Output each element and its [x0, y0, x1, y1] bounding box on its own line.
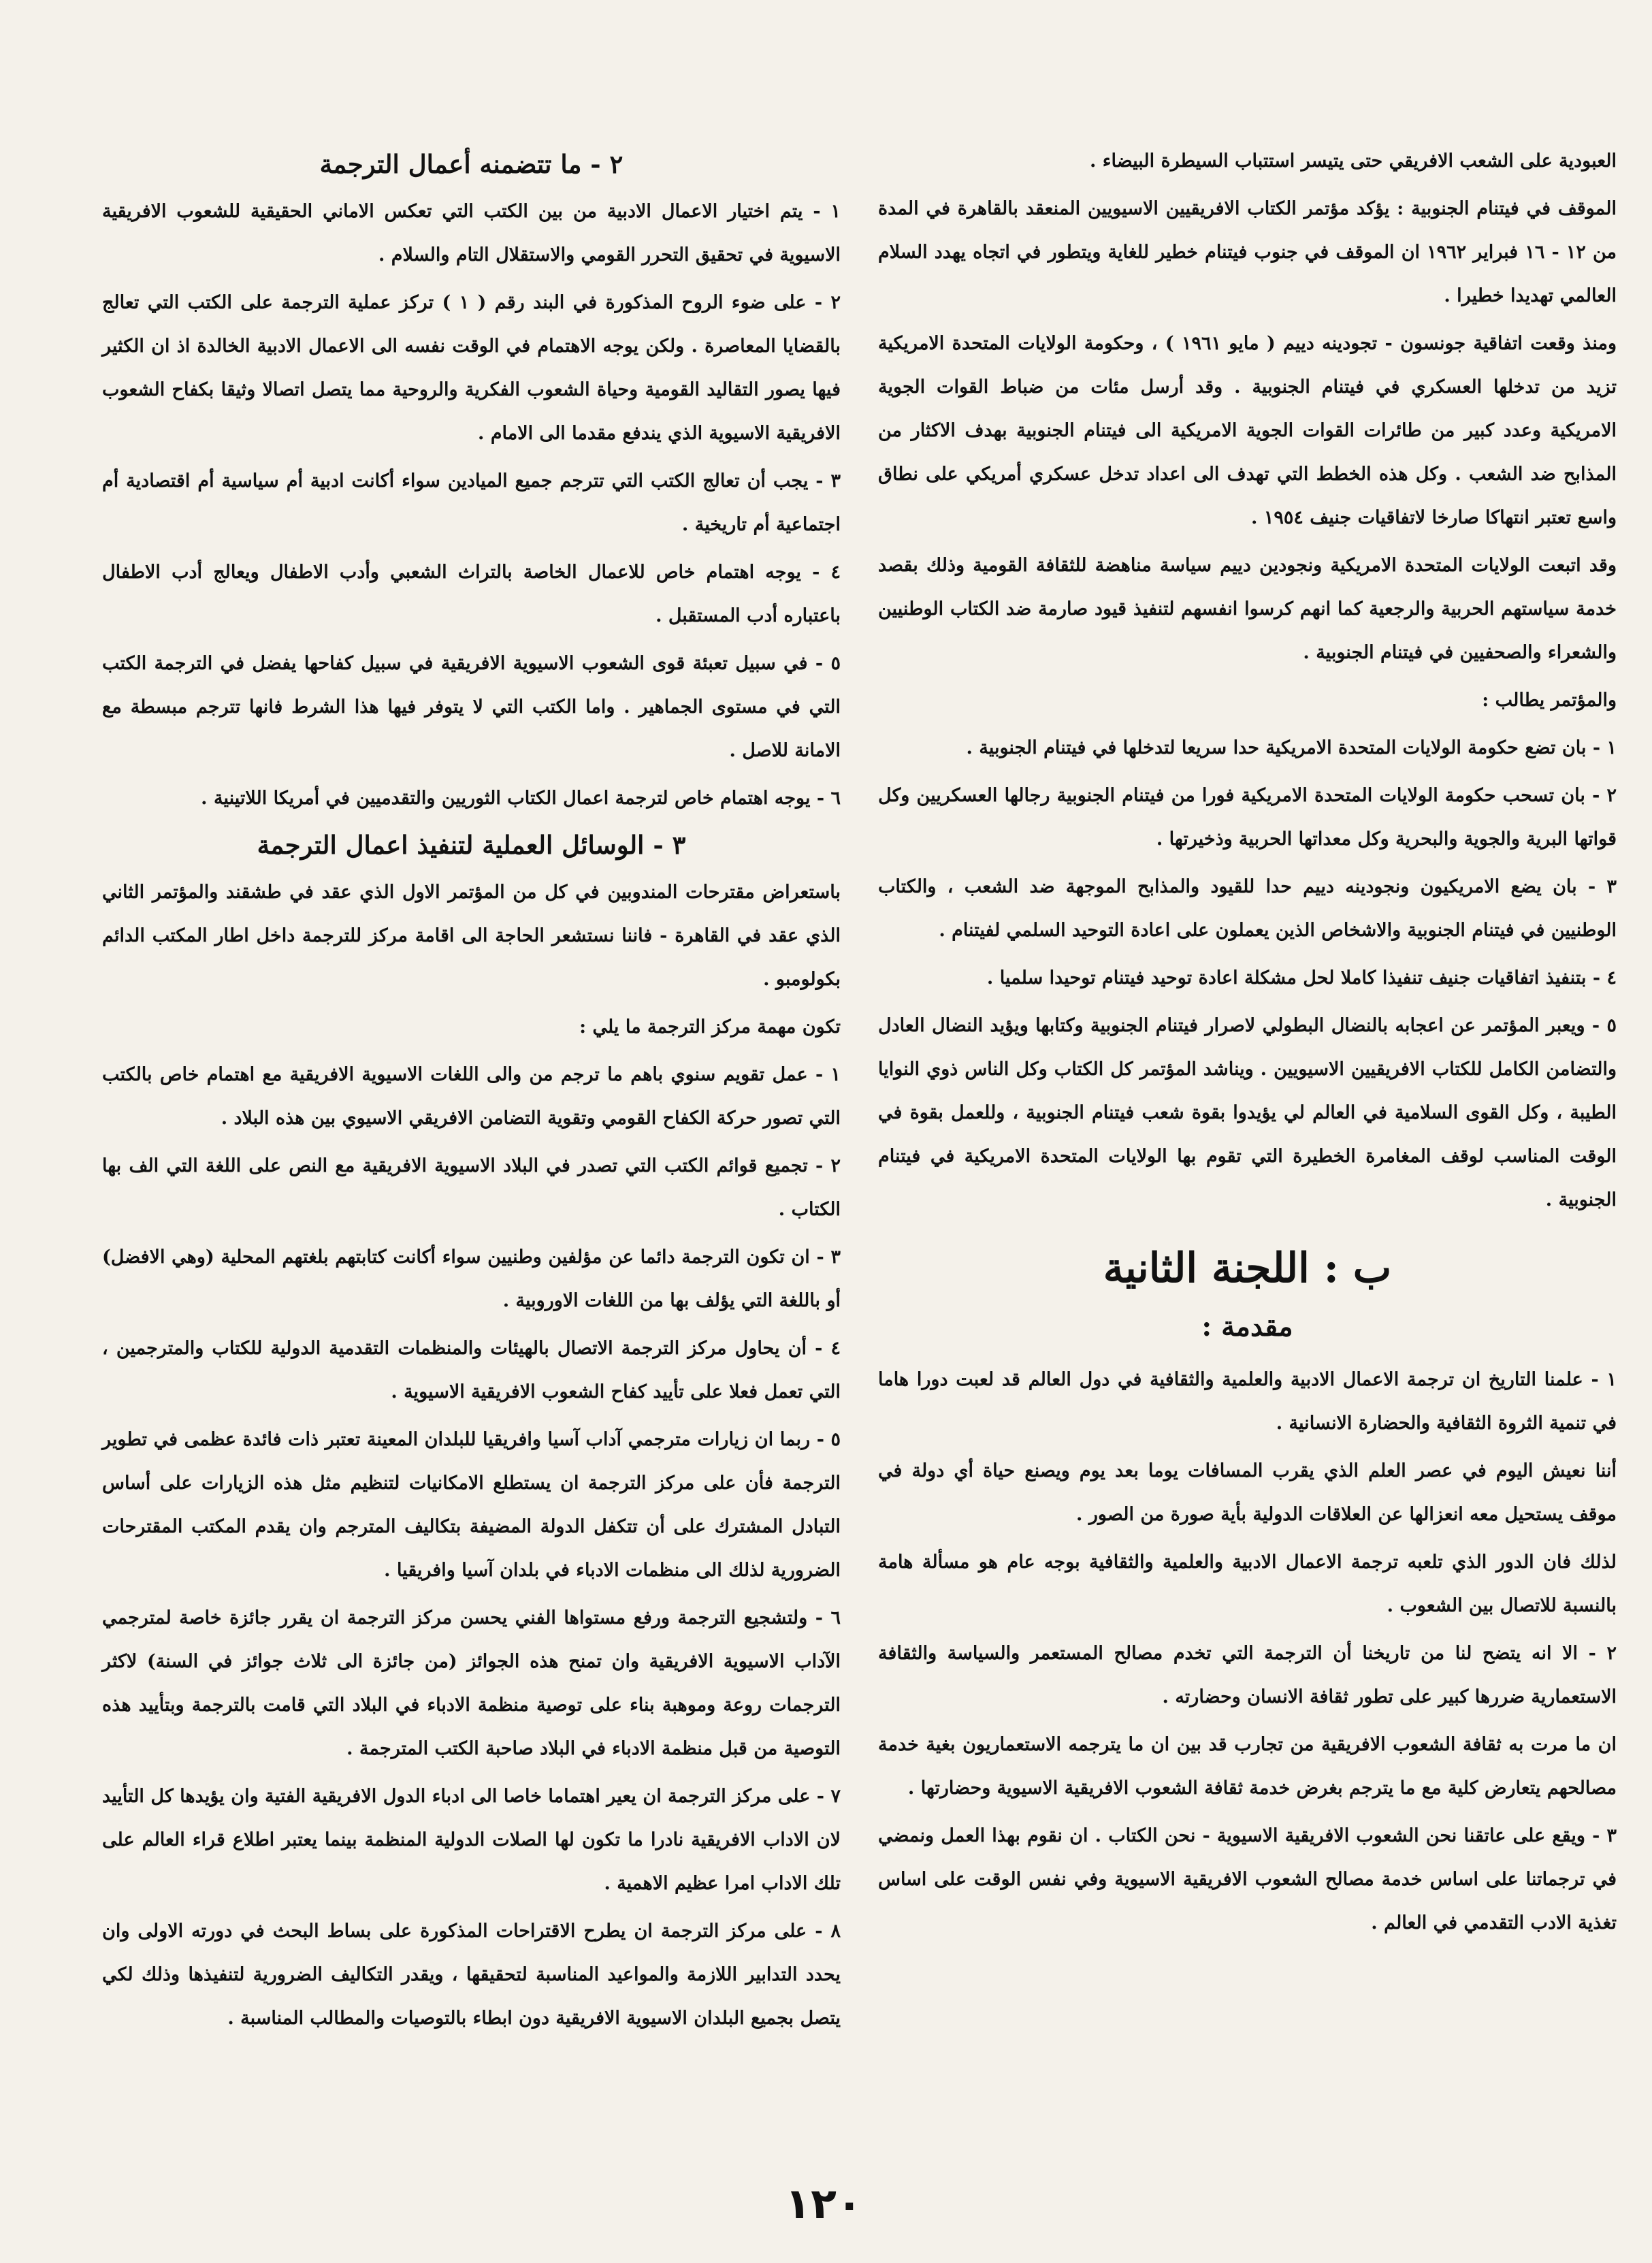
- list-item: ٤ - أن يحاول مركز الترجمة الاتصال بالهيئات والمنظمات التقدمية الدولية للكتاب والمترجمين ، التي تعمل فعلا على تأييد كفاح الشعوب الافريقية الاسيوية .: [102, 1338, 841, 1402]
- paragraph: ٢ - الا انه يتضح لنا من تاريخنا أن الترجمة التي تخدم مصالح المستعمر والسياسة والثقافة الاستعمارية ضررها كبير على تطور ثقافة الانسان وحضارته .: [878, 1643, 1617, 1707]
- committee-title: ب : اللجنة الثانية: [1103, 1245, 1392, 1292]
- list-item: ٦ - يوجه اهتمام خاص لترجمة اعمال الكتاب الثوريين والتقدميين في أمريكا اللاتينية .: [201, 788, 841, 809]
- list-item: ٧ - على مركز الترجمة ان يعير اهتماما خاصا الى ادباء الدول الافريقية الفتية وان يؤيدها كل التأييد لان الاداب الافريقية نادرا ما تكون لها الصلات الدولية المنظمة بينما يعتبر اطلاع قراء العالم على تلك الاداب امرا عظيم الاهمية .: [102, 1786, 841, 1894]
- paragraph: تكون مهمة مركز الترجمة ما يلي :: [579, 1016, 841, 1038]
- list-item: ٨ - على مركز الترجمة ان يطرح الاقتراحات المذكورة على بساط البحث في دورته الاولى وان يحدد التدابير اللازمة والمواعيد المناسبة لتحقيقها ، ويقدر التكاليف الضرورية لتنفيذها وذلك لكي يتصل بجميع البلدان الاسيوية الافريقية دون ابطاء بالتوصيات والمطالب المناسبة .: [102, 1921, 841, 2029]
- paragraph: العبودية على الشعب الافريقي حتى يتيسر استتباب السيطرة البيضاء .: [1089, 150, 1617, 172]
- list-item: ٤ - يوجه اهتمام خاص للاعمال الخاصة بالتراث الشعبي وأدب الاطفال ويعالج أدب الاطفال باعتباره أدب المستقبل .: [102, 562, 841, 626]
- list-item: ١ - عمل تقويم سنوي باهم ما ترجم من والى اللغات الاسيوية الافريقية مع اهتمام خاص بالكتب التي تصور حركة الكفاح القومي وتقوية التضامن الافريقي الاسيوي بين هذه البلاد .: [102, 1064, 841, 1129]
- paragraph: ان ما مرت به ثقافة الشعوب الافريقية من تجارب قد بين ان ما يترجمه الاستعماريون بغية خدمة مصالحهم يتعارض كلية مع ما يترجم بغرض خدمة ثقافة الشعوب الافريقية الاسيوية وحضارتها .: [878, 1734, 1617, 1799]
- list-item: ٢ - تجميع قوائم الكتب التي تصدر في البلاد الاسيوية الافريقية مع النص على اللغة التي الف بها الكتاب .: [102, 1155, 841, 1220]
- paragraph: الموقف في فيتنام الجنوبية : يؤكد مؤتمر الكتاب الافريقيين الاسيويين المنعقد بالقاهرة في المدة من ١٢ - ١٦ فبراير ١٩٦٢ ان الموقف في جنوب فيتنام خطير للغاية ويتطور في اتجاه يهدد السلام العالمي تهديدا خطيرا .: [878, 198, 1617, 306]
- section-3-title: ٣ - الوسائل العملية لتنفيذ اعمال الترجمة: [257, 830, 686, 860]
- demand-item: ٤ - بتنفيذ اتفاقيات جنيف تنفيذا كاملا لحل مشكلة اعادة توحيد فيتنام توحيدا سلميا .: [986, 967, 1617, 989]
- section-2-title: ٢ - ما تتضمنه أعمال الترجمة: [319, 149, 623, 179]
- demand-item: ٢ - بان تسحب حكومة الولايات المتحدة الامريكية فورا من فيتنام الجنوبية رجالها العسكريين وكل قواتها البرية والجوية والبحرية وكل معداتها الحربية وذخيرتها .: [878, 785, 1617, 850]
- intro-heading: مقدمة :: [1201, 1311, 1293, 1343]
- page-number: ١٢٠: [785, 2179, 862, 2228]
- paragraph: ٣ - ويقع على عاتقنا نحن الشعوب الافريقية الاسيوية - نحن الكتاب . ان نقوم بهذا العمل ونمضي في ترجماتنا على اساس خدمة مصالح الشعوب الافريقية الاسيوية وفي نفس الوقت على اساس تغذية الادب التقدمي في العالم .: [878, 1825, 1617, 1933]
- list-item: ٥ - ربما ان زيارات مترجمي آداب آسيا وافريقيا للبلدان المعينة تعتبر ذات فائدة عظمى في تطوير الترجمة فأن على مركز الترجمة ان يستطلع الامكانيات لتنظيم مثل هذه الزيارات على أساس التبادل المشترك على أن تتكفل الدولة المضيفة بتكاليف المترجم وان يقدم المكتب المقترحات الضرورية لذلك الى منظمات الادباء في بلدان آسيا وافريقيا .: [102, 1429, 841, 1581]
- list-item: ٣ - يجب أن تعالج الكتب التي تترجم جميع الميادين سواء أكانت ادبية أم سياسية أم اقتصادية أم اجتماعية أم تاريخية .: [102, 470, 841, 535]
- list-item: ٣ - ان تكون الترجمة دائما عن مؤلفين وطنيين سواء أكانت كتابتهم بلغتهم المحلية (وهي الافضل) أو باللغة التي يؤلف بها من اللغات الاوروبية .: [102, 1247, 841, 1311]
- demand-item: ٥ - ويعبر المؤتمر عن اعجابه بالنضال البطولي لاصرار فيتنام الجنوبية وكتابها ويؤيد النضال العادل والتضامن الكامل للكتاب الافريقيين الاسيويين . ويناشد المؤتمر كل الكتاب وكل الناس ذوي النوايا الطيبة ، وكل القوى السلامية في العالم لي يؤيدوا بقوة شعب فيتنام الجنوبية ، وللعمل بقوة في الوقت المناسب لوقف المغامرة الخطيرة التي تقوم بها الولايات المتحدة الامريكية في فيتنام الجنوبية .: [878, 1015, 1617, 1210]
- paragraph: ١ - علمنا التاريخ ان ترجمة الاعمال الادبية والعلمية والثقافية في دول العالم قد لعبت دورا هاما في تنمية الثروة الثقافية والحضارة الانسانية .: [878, 1369, 1617, 1434]
- right-column: [878, 140, 1617, 1949]
- paragraph: باستعراض مقترحات المندوبين في كل من المؤتمر الاول الذي عقد في طشقند والمؤتمر الثاني الذي عقد في القاهرة - فاننا نستشعر الحاجة الى اقامة مركز للترجمة داخل اطار المكتب الدائم بكولومبو .: [102, 882, 841, 990]
- paragraph: ومنذ وقعت اتفاقية جونسون - تجودينه دييم ( مايو ١٩٦١ ) ، وحكومة الولايات المتحدة الامريكية تزيد من تدخلها العسكري في فيتنام الجنوبية . وقد أرسل مئات من ضباط القوات الجوية الامريكية وعدد كبير من طائرات القوات الجوية الامريكية الى فيتنام الجنوبية بهدف الاكثار من المذابح ضد الشعب . وكل هذه الخطط التي تهدف الى اعداد تدخل عسكري أمريكي على نطاق واسع تعتبر انتهاكا صارخا لاتفاقيات جنيف ١٩٥٤ .: [878, 333, 1617, 528]
- list-item: ٦ - ولتشجيع الترجمة ورفع مستواها الفني يحسن مركز الترجمة ان يقرر جائزة خاصة لمترجمي الآداب الاسيوية الافريقية وان تمنح هذه الجوائز (من جائزة الى ثلاث جوائز في السنة) لاكثر الترجمات روعة وموهبة بناء على توصية منظمة الادباء في البلاد التي قامت بالترجمة وبتأييد هذه التوصية من قبل منظمة الادباء في البلاد صاحبة الكتب المترجمة .: [102, 1607, 841, 1759]
- demand-item: ٣ - بان يضع الامريكيون ونجودينه دييم حدا للقيود والمذابح الموجهة ضد الشعب ، والكتاب الوطنيين في فيتنام الجنوبية والاشخاص الذين يعملون على اعادة التوحيد السلمي لفيتنام .: [878, 876, 1617, 941]
- list-item: ١ - يتم اختيار الاعمال الادبية من بين الكتب التي تعكس الاماني الحقيقية للشعوب الافريقية الاسيوية في تحقيق التحرر القومي والاستقلال التام والسلام .: [102, 201, 841, 266]
- paragraph: أننا نعيش اليوم في عصر العلم الذي يقرب المسافات يوما بعد يوم ويصنع حياة أي دولة في موقف يستحيل معه انعزالها عن العلاقات الدولية بأية صورة من الصور .: [878, 1460, 1617, 1525]
- paragraph: والمؤتمر يطالب :: [1482, 690, 1617, 711]
- left-column: [102, 140, 841, 2044]
- paragraph: وقد اتبعت الولايات المتحدة الامريكية ونجودين دييم سياسة مناهضة للثقافة القومية وذلك بقصد خدمة سياستهم الحربية والرجعية كما انهم كرسوا انفسهم لتنفيذ قيود صارمة ضد الكتاب الوطنيين والشعراء والصحفيين في فيتنام الجنوبية .: [878, 555, 1617, 663]
- list-item: ٢ - على ضوء الروح المذكورة في البند رقم ( ١ ) تركز عملية الترجمة على الكتب التي تعالج بالقضايا المعاصرة . ولكن يوجه الاهتمام في الوقت نفسه الى الاعمال الادبية الخالدة اذ ان الكثير فيها يصور التقاليد القومية وحياة الشعوب الفكرية والروحية مما يتصل اتصالا وثيقا بكفاح الشعوب الافريقية الاسيوية الذي يندفع مقدما الى الامام .: [102, 292, 841, 444]
- demand-item: ١ - بان تضع حكومة الولايات المتحدة الامريكية حدا سريعا لتدخلها في فيتنام الجنوبية .: [966, 737, 1617, 758]
- list-item: ٥ - في سبيل تعبئة قوى الشعوب الاسيوية الافريقية في سبيل كفاحها يفضل في الترجمة الكتب التي في مستوى الجماهير . واما الكتب التي لا يتوفر فيها هذا الشرط فانها تترجم مبسطة مع الامانة للاصل .: [102, 653, 841, 761]
- paragraph: لذلك فان الدور الذي تلعبه ترجمة الاعمال الادبية والعلمية والثقافية بوجه عام هو مسألة هامة بالنسبة للاتصال بين الشعوب .: [878, 1552, 1617, 1616]
